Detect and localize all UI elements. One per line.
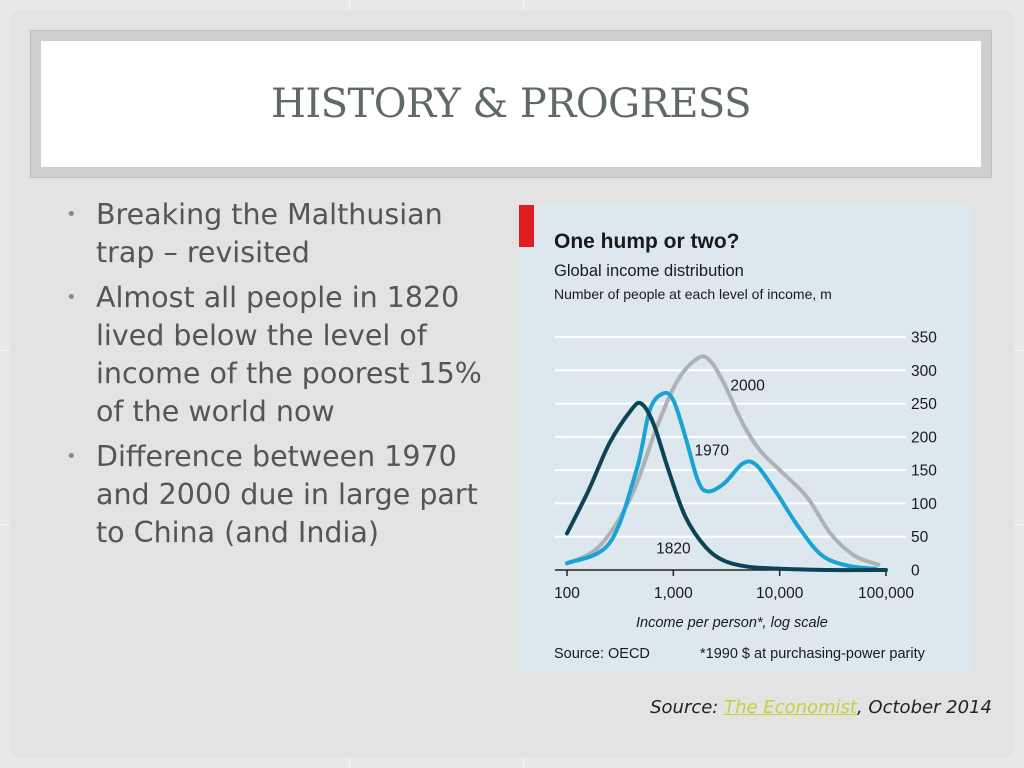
source-prefix: Source:	[650, 697, 725, 718]
series-label-1820: 1820	[656, 540, 691, 558]
chart-subtitle: Global income distribution	[554, 262, 744, 280]
source-citation	[650, 697, 992, 718]
chart-source: Source: OECD	[554, 646, 650, 662]
bullet-list	[66, 196, 486, 559]
y-tick-label: 300	[911, 362, 937, 380]
brand-red-mark	[519, 205, 534, 247]
chart-footnote: *1990 $ at purchasing-power parity	[700, 646, 925, 662]
series-line-1970	[567, 393, 876, 569]
bullet-icon: •	[66, 446, 77, 467]
y-tick-label: 350	[911, 329, 937, 347]
bullet-item	[66, 196, 486, 272]
y-tick-label: 50	[911, 529, 929, 547]
bullet-item	[66, 438, 486, 552]
bullet-text: Difference between 1970 and 2000 due in large part to China (and India)	[96, 440, 478, 549]
chart-panel	[519, 205, 973, 672]
bullet-icon: •	[66, 287, 77, 308]
bullet-icon: •	[66, 204, 77, 225]
bullet-text: Breaking the Malthusian trap – revisited	[96, 198, 443, 269]
y-tick-label: 250	[911, 396, 937, 414]
title-box	[41, 41, 981, 167]
x-tick-label: 1,000	[653, 585, 693, 602]
bullet-item	[66, 279, 486, 431]
y-tick-label: 100	[911, 495, 937, 513]
slide-title: HISTORY & PROGRESS	[270, 81, 752, 127]
chart-ylabel: Number of people at each level of income, m	[554, 286, 832, 302]
chart-xlabel: Income per person*, log scale	[636, 615, 828, 631]
y-tick-label: 0	[911, 562, 920, 580]
y-tick-label: 200	[911, 429, 937, 447]
chart-title: One hump or two?	[554, 230, 740, 253]
source-suffix: , October 2014	[856, 697, 992, 718]
x-tick-label: 10,000	[755, 585, 804, 602]
series-label-2000: 2000	[730, 377, 765, 395]
bullet-text: Almost all people in 1820 lived below the level of income of the poorest 15% of the world now	[96, 281, 482, 428]
income-distribution-chart	[519, 205, 973, 672]
series-label-1970: 1970	[694, 442, 730, 460]
series-line-1820	[567, 403, 886, 570]
source-link[interactable]: The Economist	[724, 697, 857, 718]
y-tick-label: 150	[911, 462, 937, 480]
x-tick-label: 100,000	[857, 585, 915, 602]
x-tick-label: 100	[554, 585, 580, 602]
